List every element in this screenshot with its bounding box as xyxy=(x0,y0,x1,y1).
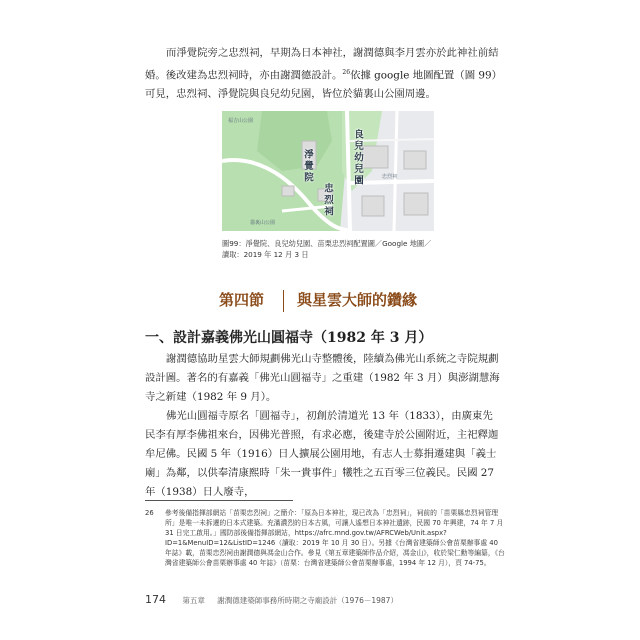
page-footer xyxy=(145,593,398,606)
section-heading xyxy=(145,287,500,313)
map-small-label: 貓裏山公園 xyxy=(250,220,276,226)
map-figure xyxy=(222,111,434,231)
footnote-divider xyxy=(145,500,293,501)
map-label-jingjue: 淨覺院 xyxy=(302,149,313,184)
footnote-number: 26 xyxy=(145,509,154,517)
section-number: 第四節 xyxy=(219,291,265,309)
footer-chapter: 第五章 xyxy=(182,596,205,605)
subsection-heading: 一、設計嘉義佛光山圓福寺（1982 年 3 月） xyxy=(145,330,433,346)
map-label-zhonglie: 忠烈祠 xyxy=(322,183,333,218)
paragraph-body-1: 謝潤德協助星雲大師規劃佛光山寺整體後，陸續為佛光山系統之寺院規劃設計圖。著名的有嘉義「佛光山圓福寺」之重建（1982 年 3 月）與澎湖慧海寺之新建（1982 年 9 月）。 xyxy=(145,353,500,403)
paragraph-intro: 而淨覺院旁之忠烈祠，早期為日本神社，謝潤德與李月雲亦於此神社前結婚。後改建為忠烈祠時，亦由謝潤德設計。$^{26}$依據 google 地圖配置（圖 99）可見，忠烈祠、淨覺院與良兒幼兒園，皆位於貓裏山公園周邊。 xyxy=(145,47,499,101)
map-label-liang: 良兒幼兒園 xyxy=(352,129,363,187)
footer-chapter-title: 謝潤德建築師事務所時期之寺廟設計（1976－1987） xyxy=(217,596,398,605)
paragraph-body-2: 佛光山圓福寺原名「圓福寺」，初創於清道光 13 年（1833），由廣東先民李有厚李佛祖來台，因佛光普照，有求必應，後建寺於公園附近，主祀釋迦牟尼佛。民國 5 年（1916）日人擴展公園用地，有志人士募捐遷建與「義士廟」為鄰，以供奉清康熙時「朱一貴事件」犧牲之五百零三位義民。民國 27 年（1938）日人廢寺， xyxy=(145,410,499,498)
map-small-label: 忠烈祠 xyxy=(382,174,398,180)
figure-caption: 圖99：淨覺院、良兒幼兒園、苗栗忠烈祠配置圖／Google 地圖／讀取：2019 年 12 月 3 日 xyxy=(222,239,432,259)
section-title: 與星雲大師的鑽緣 xyxy=(297,291,418,309)
map-small-label: 福吉山公園 xyxy=(228,118,254,124)
page-number: 174 xyxy=(145,593,166,606)
footnote-ref[interactable]: 26 xyxy=(342,69,351,76)
footnote-text: 參考後備指揮部網站「苗栗忠烈祠」之簡介：「原為日本神社，現已改為「忠烈祠」，祠前的「苗栗縣忠烈祠管理所」是唯一未拆遷的日本式建築。充滿濃烈的日本古風，可讓人遙想日本神社遺跡，民國 70 年興建，74 年 7 月 31 日完工啟用。」國防部後備指揮部網站，https://afrc.mnd.gov.tw/AFRCWeb/Unit.aspx?ID=1&MenuID=12&ListID=1246（讀取：2019 年 10 月 30 日）。另據《台灣省建築師公會苗栗辦事處 40 年誌》載，苗栗忠烈祠由謝潤德與馮金山合作。參見《第五章建築師作品介紹，馮金山》，收於梁仁勳等編纂，《台灣省建築師公會苗栗辦事處 40 年誌》（苗栗：台灣省建築師公會苗栗辦事處，1994 年 12 月），頁 74-75。 xyxy=(165,509,505,567)
section-divider xyxy=(283,290,284,312)
footnote xyxy=(145,508,505,568)
